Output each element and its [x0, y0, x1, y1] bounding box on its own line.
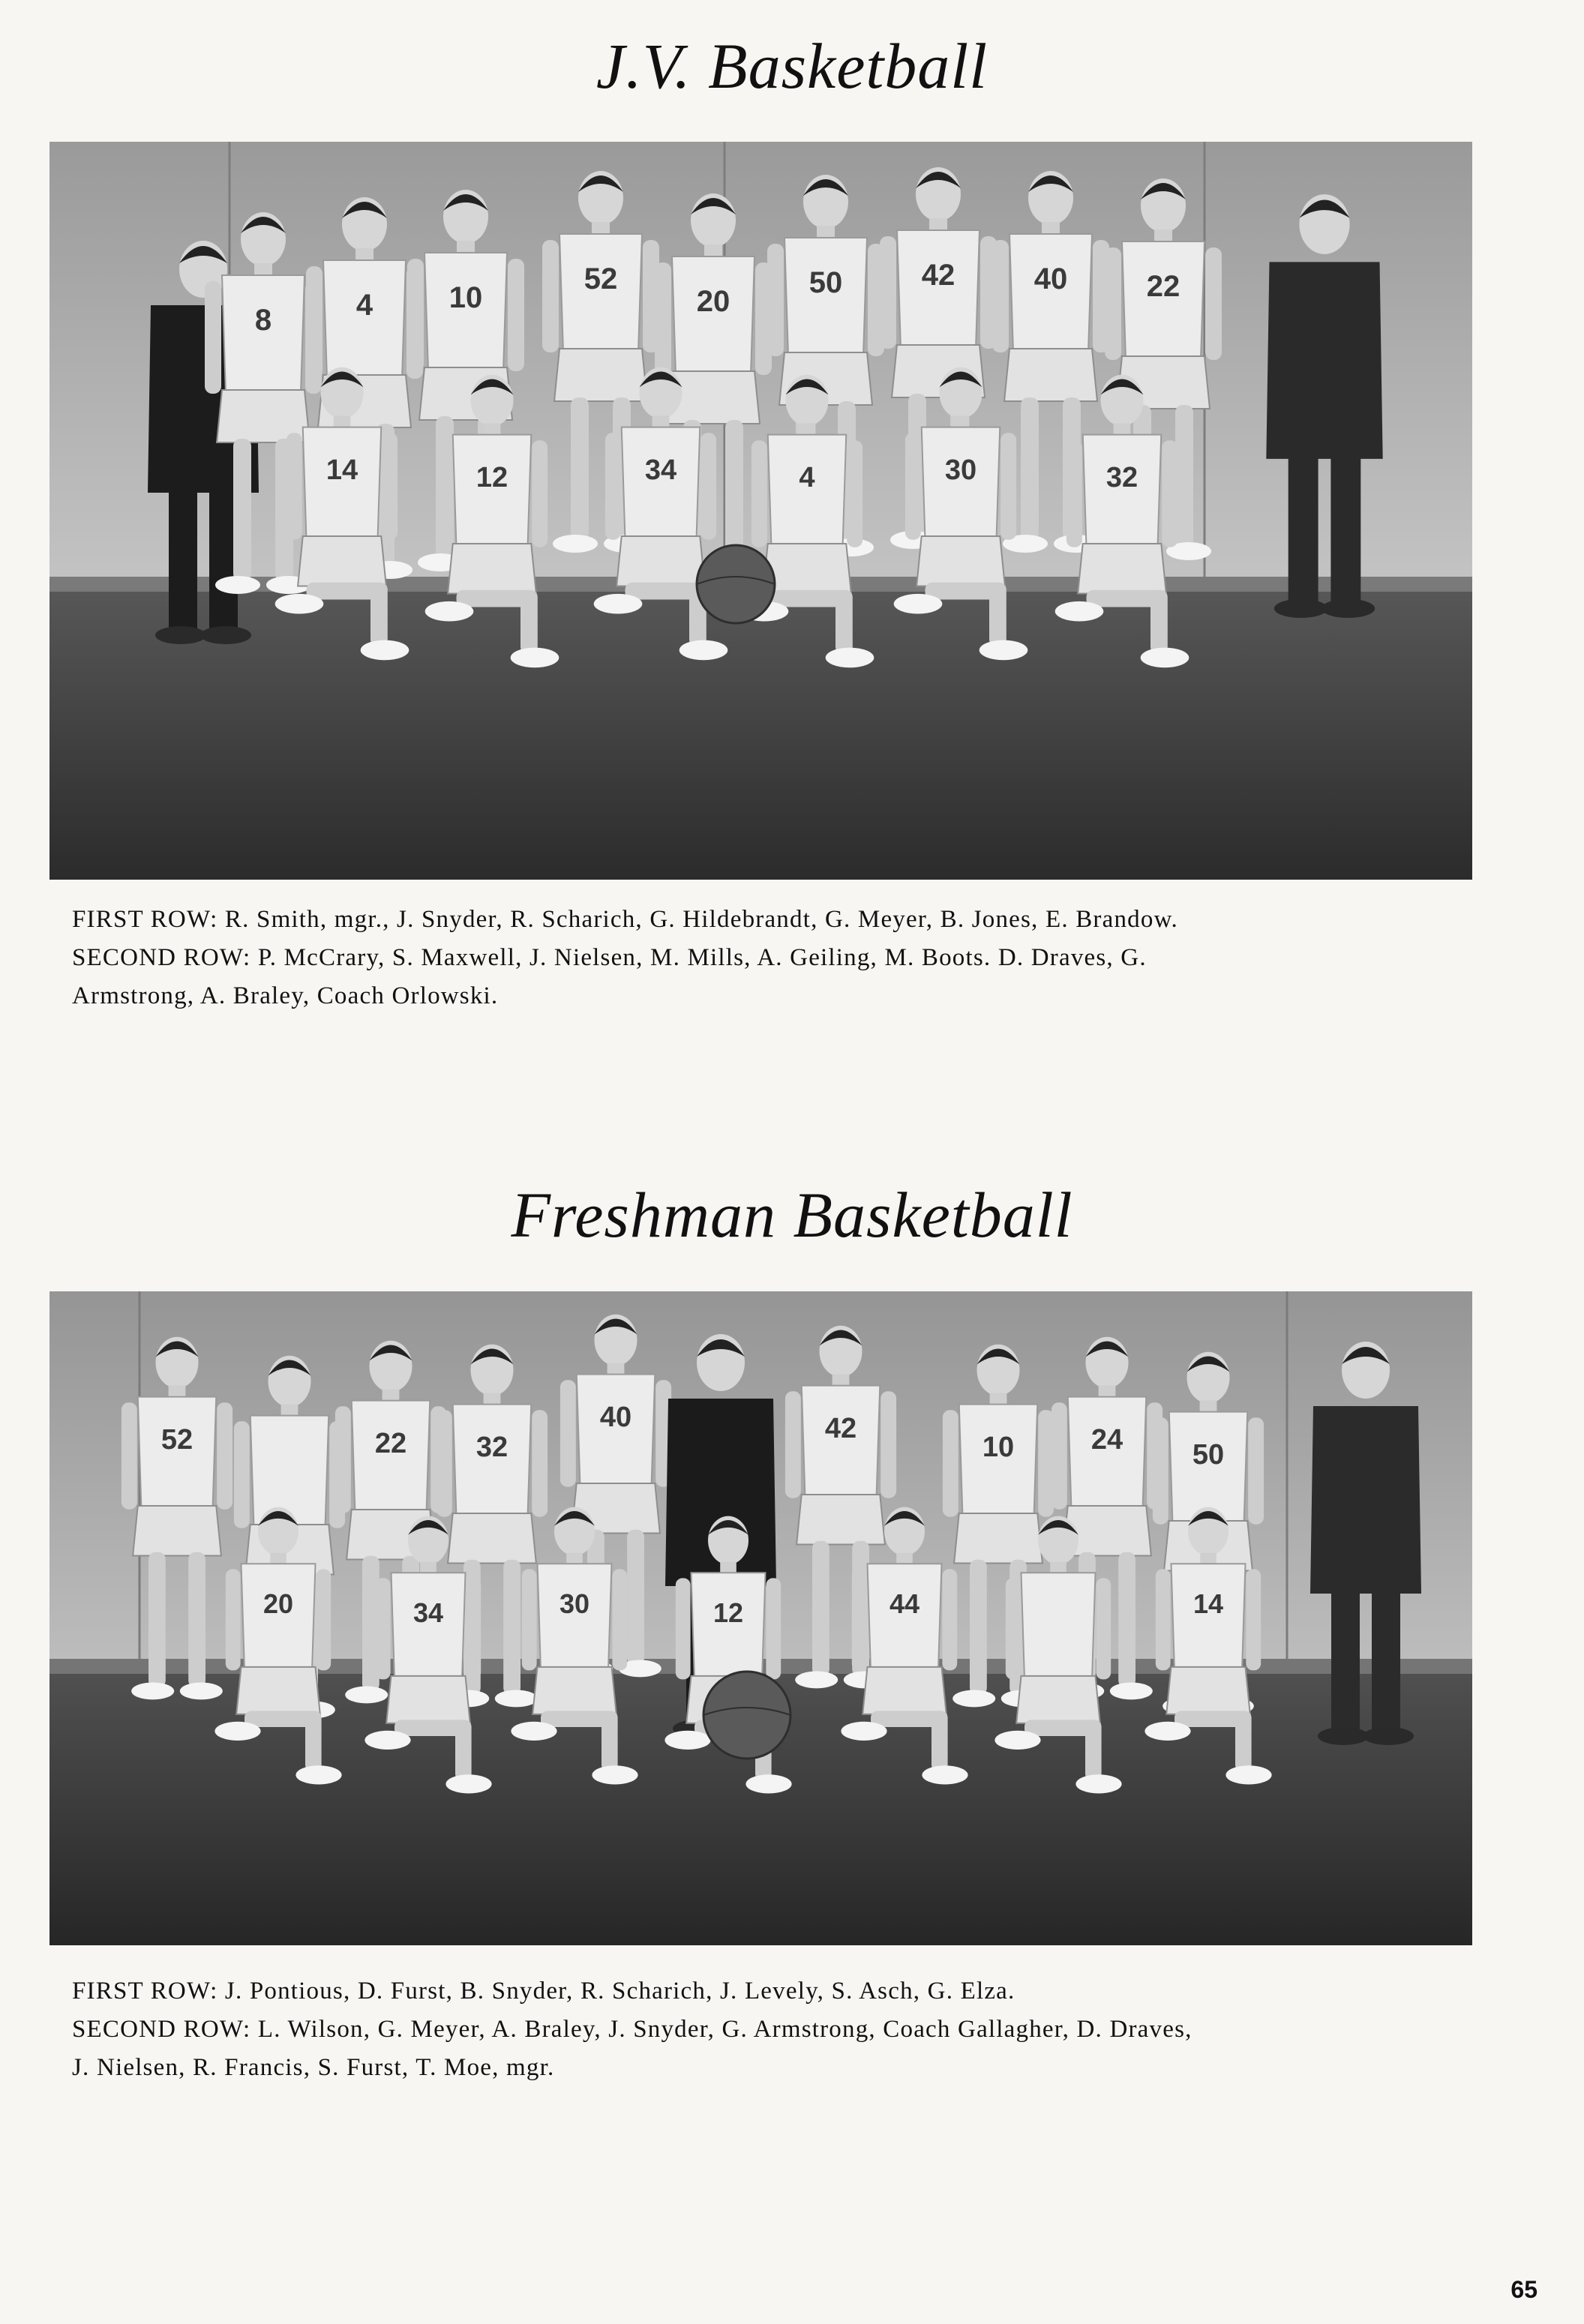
player-leg: [455, 1720, 472, 1780]
player-arm: [234, 1421, 250, 1528]
player-shorts: [616, 536, 705, 586]
player-shoe: [511, 648, 560, 668]
player-arm: [1153, 1417, 1168, 1525]
player-shorts: [236, 1667, 320, 1714]
player-arm: [992, 240, 1009, 352]
player-leg: [602, 1711, 618, 1771]
player-arm: [122, 1402, 137, 1510]
freshman-caption-line: J. Nielsen, R. Francis, S. Furst, T. Moe, mgr.: [72, 2054, 555, 2081]
player-arm: [1066, 440, 1082, 547]
player-shoe: [592, 1765, 638, 1784]
player-shoe: [746, 1774, 791, 1793]
player-arm: [1105, 247, 1121, 360]
player-arm: [226, 1569, 241, 1670]
player-shoe: [664, 1731, 710, 1750]
player-arm: [382, 433, 398, 540]
player-arm: [436, 1410, 452, 1517]
player-arm: [655, 262, 671, 375]
person-shoe: [155, 626, 206, 644]
jersey-number: 40: [1034, 262, 1068, 295]
player-arm: [766, 1578, 781, 1679]
player-leg: [725, 420, 743, 562]
jersey-number: 42: [921, 259, 956, 292]
player-arm: [1162, 440, 1178, 547]
player-arm: [752, 440, 767, 547]
player-shoe: [180, 1683, 223, 1700]
jv-caption: [72, 901, 1497, 1015]
jersey-number: 10: [448, 281, 483, 314]
player-shoe: [894, 594, 943, 614]
person-shoe: [1318, 1727, 1369, 1745]
jersey-number: 8: [254, 304, 272, 337]
player-shoe: [826, 648, 874, 668]
player-leg: [989, 583, 1006, 647]
player-arm: [676, 1578, 691, 1679]
player-leg: [1118, 1552, 1136, 1688]
player-shoe: [795, 1672, 838, 1689]
player-leg: [503, 1560, 520, 1696]
jersey-number: 20: [696, 285, 730, 318]
player-arm: [943, 1410, 958, 1517]
jersey-number: 10: [982, 1431, 1015, 1463]
basketball: [697, 545, 775, 623]
player-shorts: [916, 536, 1005, 586]
player-shoe: [980, 640, 1028, 661]
player-arm: [1052, 1402, 1067, 1510]
player-shoe: [446, 1774, 491, 1793]
player-shoe: [425, 601, 474, 622]
person-shoe: [1274, 599, 1328, 618]
jersey-number: 50: [808, 266, 843, 299]
player-arm: [306, 266, 322, 379]
jersey-number: 12: [712, 1597, 744, 1628]
freshman-caption-line: FIRST ROW: J. Pontious, D. Furst, B. Snyder, R. Scharich, J. Levely, S. Asch, G. Elza.: [72, 1978, 1016, 2005]
jersey-number: 12: [476, 461, 508, 493]
player-arm: [605, 433, 621, 540]
jv-caption-line: SECOND ROW: P. McCrary, S. Maxwell, J. Nielsen, M. Mills, A. Geiling, M. Boots. D. Draves, G.: [72, 944, 1147, 971]
player-shoe: [994, 1731, 1040, 1750]
player-shoe: [1141, 648, 1190, 668]
jersey-number: 32: [476, 1431, 508, 1463]
player-arm: [376, 1578, 391, 1679]
jersey-number: 42: [824, 1412, 857, 1444]
jersey-number: 24: [1090, 1423, 1124, 1456]
player-leg: [1085, 1720, 1102, 1780]
player-shoe: [922, 1765, 968, 1784]
jersey-number: 20: [262, 1588, 294, 1619]
player-arm: [1006, 1578, 1021, 1679]
jv-caption-line: FIRST ROW: R. Smith, mgr., J. Snyder, R. Scharich, G. Hildebrandt, G. Meyer, B. Jones, E. Brandow.: [72, 906, 1178, 933]
player-shorts: [448, 1513, 536, 1564]
player-arm: [1000, 433, 1016, 540]
player-arm: [286, 433, 302, 540]
player-arm: [767, 244, 784, 356]
player-arm: [217, 1402, 232, 1510]
player-shoe: [680, 640, 728, 661]
person-shoe: [200, 626, 251, 644]
player-arm: [880, 236, 896, 349]
player-shorts: [862, 1667, 946, 1714]
jersey-number: 44: [889, 1588, 920, 1619]
jv-team-photo: [50, 142, 1472, 880]
person-leg: [1331, 1590, 1360, 1732]
player-arm: [466, 1578, 481, 1679]
person-leg: [169, 489, 197, 631]
person-shoe: [1322, 599, 1375, 618]
player-shoe: [1226, 1765, 1271, 1784]
player-arm: [700, 433, 716, 540]
jv-basketball-title: J.V. Basketball: [596, 30, 988, 102]
player-shorts: [532, 1667, 616, 1714]
player-shoe: [214, 1722, 260, 1741]
player-arm: [532, 440, 548, 547]
player-arm: [1246, 1569, 1261, 1670]
player-arm: [508, 259, 524, 371]
player-arm: [1096, 1578, 1111, 1679]
player-shorts: [133, 1506, 221, 1556]
player-arm: [542, 240, 559, 352]
player-leg: [148, 1552, 166, 1688]
player-arm: [316, 1569, 331, 1670]
player-arm: [335, 1406, 351, 1513]
freshman-basketball-title: Freshman Basketball: [511, 1179, 1073, 1251]
player-shorts: [796, 1495, 885, 1545]
player-arm: [1205, 247, 1222, 360]
player-shoe: [275, 594, 324, 614]
player-shoe: [1076, 1774, 1121, 1793]
player-shorts: [1004, 349, 1097, 401]
player-shorts: [448, 544, 536, 594]
player-shorts: [1078, 544, 1166, 594]
player-shoe: [511, 1722, 556, 1741]
player-shoe: [1110, 1683, 1153, 1700]
person-jacket: [1310, 1406, 1421, 1594]
player-arm: [560, 1380, 576, 1487]
player-arm: [1248, 1417, 1264, 1525]
player-leg: [188, 1552, 206, 1688]
player-shorts: [954, 1513, 1042, 1564]
jersey-number: 52: [160, 1423, 194, 1456]
person-jacket: [1266, 262, 1382, 459]
player-leg: [932, 1711, 948, 1771]
player-leg: [836, 590, 853, 655]
player-shoe: [1055, 601, 1104, 622]
freshman-caption-line: SECOND ROW: L. Wilson, G. Meyer, A. Braley, J. Snyder, G. Armstrong, Coach Gallagher, D. Draves,: [72, 2016, 1192, 2043]
player-leg: [1150, 590, 1168, 655]
jersey-number: 14: [326, 454, 358, 486]
player-arm: [852, 1569, 867, 1670]
player-shoe: [131, 1683, 174, 1700]
player-leg: [970, 1560, 987, 1696]
jersey-number: 22: [374, 1427, 407, 1459]
jersey-number: 34: [644, 454, 677, 486]
player-shoe: [594, 594, 643, 614]
player-shoe: [553, 535, 598, 553]
player-shoe: [364, 1731, 410, 1750]
jv-caption-line: Armstrong, A. Braley, Coach Orlowski.: [72, 982, 499, 1009]
player-jersey: [1022, 1573, 1096, 1679]
player-leg: [627, 1530, 644, 1666]
player-arm: [880, 1391, 896, 1498]
player-arm: [785, 1391, 801, 1498]
person-shoe: [1363, 1727, 1414, 1745]
jersey-number: 30: [559, 1588, 590, 1619]
freshman-team-photo: [50, 1291, 1472, 1945]
player-shoe: [841, 1722, 886, 1741]
jersey-number: 30: [944, 454, 977, 486]
page-number: 65: [1510, 2276, 1538, 2303]
player-arm: [407, 259, 424, 371]
player-arm: [436, 440, 452, 547]
player-arm: [1156, 1569, 1171, 1670]
player-shoe: [215, 576, 260, 594]
jv-team-photo-illustration: [50, 142, 1472, 880]
player-shoe: [952, 1690, 995, 1708]
player-leg: [1175, 405, 1193, 547]
jersey-number: 52: [584, 262, 618, 295]
player-arm: [905, 433, 921, 540]
player-shoe: [1144, 1722, 1190, 1741]
person-leg: [1288, 455, 1318, 605]
player-shoe: [361, 640, 410, 661]
freshman-team-photo-illustration: [50, 1291, 1472, 1945]
player-shorts: [298, 536, 386, 586]
player-arm: [847, 440, 862, 547]
player-arm: [205, 281, 221, 394]
jersey-number: 4: [799, 461, 815, 493]
player-arm: [612, 1569, 627, 1670]
player-leg: [1235, 1711, 1252, 1771]
jersey-number: 34: [412, 1597, 444, 1628]
jersey-number: 14: [1192, 1588, 1224, 1619]
player-leg: [812, 1541, 830, 1677]
person-leg: [1372, 1590, 1400, 1732]
player-shoe: [296, 1765, 341, 1784]
player-leg: [370, 583, 388, 647]
player-leg: [520, 590, 538, 655]
player-shoe: [345, 1687, 388, 1704]
player-shorts: [763, 544, 851, 594]
jersey-number: 32: [1106, 461, 1138, 493]
person-leg: [1330, 455, 1360, 605]
jersey-number: 4: [356, 289, 374, 322]
player-leg: [571, 397, 589, 540]
player-leg: [305, 1711, 322, 1771]
player-shorts: [1166, 1667, 1250, 1714]
freshman-caption: [72, 1972, 1497, 2087]
jersey-number: 22: [1146, 270, 1180, 303]
player-arm: [942, 1569, 957, 1670]
player-leg: [233, 439, 251, 581]
player-arm: [522, 1569, 537, 1670]
player-shorts: [386, 1676, 470, 1723]
player-arm: [532, 1410, 548, 1517]
player-shorts: [554, 349, 647, 401]
player-shorts: [1016, 1676, 1100, 1723]
player-leg: [1021, 397, 1039, 540]
jersey-number: 40: [599, 1401, 632, 1433]
jersey-number: 50: [1192, 1438, 1225, 1471]
player-shoe: [495, 1690, 538, 1708]
basketball: [704, 1672, 790, 1759]
